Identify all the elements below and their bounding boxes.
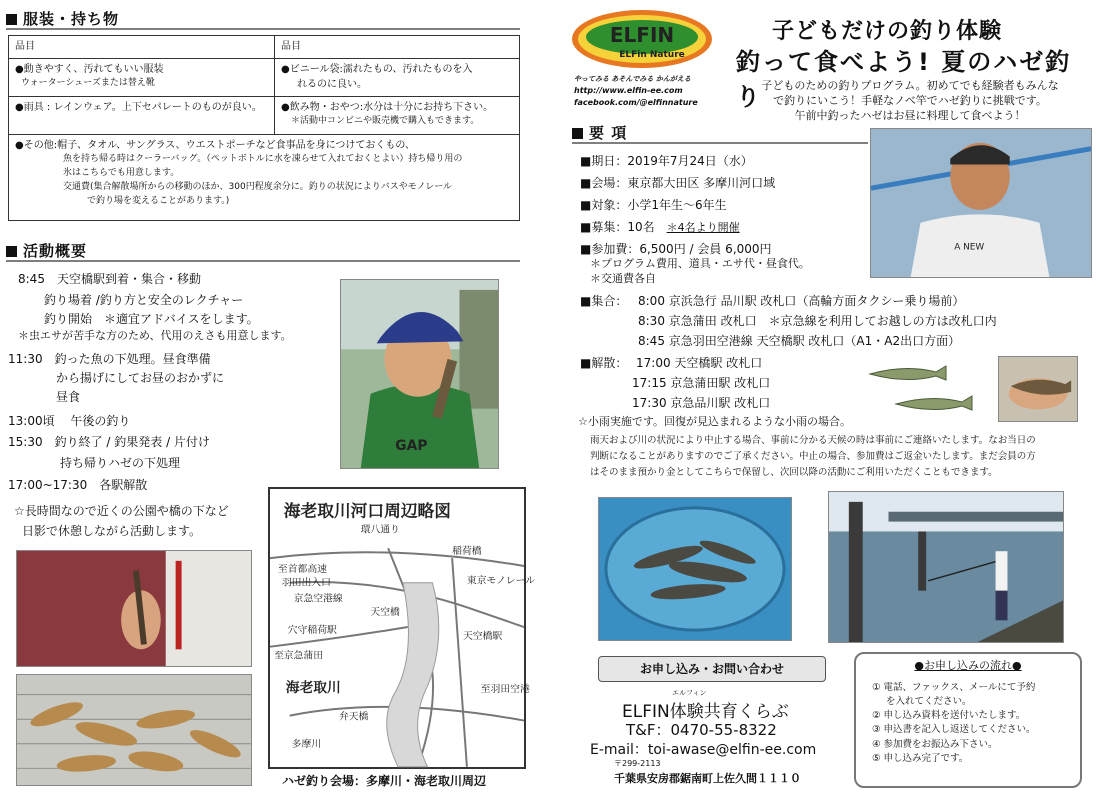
area-map xyxy=(268,487,536,769)
map-label-shuto: 至首都高速 xyxy=(277,563,328,575)
title-line-1: 子どもだけの釣り体験 xyxy=(772,19,1003,44)
detail-capacity xyxy=(580,218,740,237)
map-caption: ハゼ釣り会場：多摩川・海老取川周辺 xyxy=(282,774,487,788)
map-label-tenku-bridge: 天空橋 xyxy=(370,607,400,619)
capacity-text: ■募集：10名 xyxy=(580,220,667,234)
schedule-item: ＊虫エサが苦手な方のため、代用のえさも用意します。 xyxy=(18,329,292,342)
gear-cell-drinks xyxy=(275,96,520,134)
schedule-item: 13:00頃 午後の釣り xyxy=(8,414,131,428)
org-ruby: エルフィン xyxy=(672,689,707,697)
rain-note: はそのまま預かり金としてこちらで保留し、次回以降の活動にご利用いただくこともできます。 xyxy=(590,467,998,478)
gear-cell-other xyxy=(9,134,520,220)
rain-heading: ☆小雨実施です。回復が見込まれるような小雨の場合。 xyxy=(578,415,851,428)
meet-item: 8:45 京急羽田空港線 天空橋駅 改札口（A1・A2出口方面） xyxy=(638,334,961,348)
logo-url[interactable]: http://www.elfin-ee.com xyxy=(574,86,683,95)
flow-step: を入れてください。 xyxy=(886,695,972,707)
dismiss-item: 17:30 京急品川駅 改札口 xyxy=(632,396,771,410)
details-rule xyxy=(572,142,868,144)
org-name: ELFIN体験共育くらぶ xyxy=(622,702,789,722)
fried-fish-photo xyxy=(16,674,252,786)
intro-line: 子どものための釣りプログラム。初めてでも経験者もみんな xyxy=(761,79,1059,92)
map-label-ebitori: 海老取川 xyxy=(285,679,341,696)
postal-code: 〒299-2113 xyxy=(614,759,661,768)
gear-clothes-text: ●動きやすく、汚れてもいい服装 xyxy=(15,63,164,75)
map-label-tokyo-monorail: 東京モノレール xyxy=(466,575,536,587)
map-label-benten: 弁天橋 xyxy=(338,711,369,723)
map-label-keikyu-airport: 京急空港線 xyxy=(293,593,343,605)
activity-heading-text: 活動概要 xyxy=(23,242,88,260)
gear-heading xyxy=(6,8,119,29)
gear-other-text-5: で釣り場を変えることがあります。) xyxy=(87,195,230,206)
fee-note-2: ＊交通費各自 xyxy=(590,272,656,285)
map-label-inari-bridge: 稲荷橋 xyxy=(452,546,482,558)
dismiss-item: 17:00 天空橋駅 改札口 xyxy=(636,356,763,370)
meet-label: ■集合： xyxy=(580,294,628,308)
svg-text:GAP: GAP xyxy=(395,438,428,455)
gear-other-text-2: 魚を持ち帰る時はクーラーバッグ。（ペットボトルに水を凍らせて入れておくとよい）持ち帰り用の xyxy=(63,154,463,164)
activity-rule xyxy=(6,260,520,262)
flow-step: ⑤ 申し込み完了です。 xyxy=(872,752,969,764)
gear-cell-clothes xyxy=(9,58,275,96)
flow-step: ② 申し込み資料を送付いたします。 xyxy=(872,710,1026,721)
gear-col1-header: 品目 xyxy=(9,36,275,59)
gear-heading-text: 服装・持ち物 xyxy=(23,10,120,28)
meet-item: 8:00 京浜急行 品川駅 改札口（高輪方面タクシー乗り場前） xyxy=(638,294,965,308)
gear-shoes-text: ウォーターシューズまたは替え靴 xyxy=(21,78,155,88)
logo-tagline: やってみる あそんでみる かんがえる xyxy=(574,75,691,83)
gear-other-text: ●その他:帽子、タオル、サングラス、ウエストポーチなど食事品を身につけておくもの、 xyxy=(15,139,415,151)
gear-rule xyxy=(6,28,520,30)
gear-drinks-text: ●飲み物・おやつ:水分は十分にお持ち下さい。 xyxy=(281,101,494,113)
gear-bags-text: ●ビニール袋:濡れたもの、汚れたものを入 xyxy=(281,63,473,75)
rain-note: 雨天および川の状況により中止する場合、事前に分かる天候の時は事前にご連絡いたします。なお当日の xyxy=(590,435,1036,446)
flow-step: ④ 参加費をお振込み下さい。 xyxy=(872,738,998,750)
detail-venue: ■会場：東京都大田区 多摩川河口域 xyxy=(580,176,776,190)
gear-col2-header: 品目 xyxy=(275,36,520,59)
boy-fishing-photo xyxy=(870,128,1092,278)
activity-heading xyxy=(6,240,87,261)
schedule-item: 昼食 xyxy=(56,390,81,404)
address: 千葉県安房郡鋸南町上佐久間１１１０ xyxy=(614,772,801,785)
square-bullet-icon xyxy=(6,246,17,257)
map-label-haneda-exit: 羽田出入口 xyxy=(281,577,331,589)
rest-note: ☆長時間なので近くの公園や橋の下など xyxy=(14,504,229,518)
map-label-tenku-station: 天空橋駅 xyxy=(462,630,503,642)
detail-fee: ■参加費：6,500円 / 会員 6,000円 xyxy=(580,242,772,256)
goby-in-hand-photo xyxy=(998,356,1078,422)
dismiss-label: ■解散： xyxy=(580,356,628,370)
map-label-tamagawa: 多摩川 xyxy=(291,739,322,751)
meet-item: 8:30 京急蒲田 改札口 ＊京急線を利用してお越しの方は改札口内 xyxy=(638,314,997,328)
gear-other-text-4: 交通費(集合解散場所からの移動のほか、300円程度余分に。釣りの状況によりバスやモノレール xyxy=(63,181,453,192)
logo-facebook[interactable]: facebook.com/@elfinnature xyxy=(574,98,698,107)
schedule-item: 17:00~17:30 各駅解散 xyxy=(8,478,148,492)
gear-table xyxy=(8,35,520,221)
schedule-item: 11:30 釣った魚の下処理。昼食準備 xyxy=(8,352,211,366)
dismiss-item: 17:15 京急蒲田駅 改札口 xyxy=(632,376,771,390)
schedule-item: 15:30 釣り終了 / 釣果発表 / 片付け xyxy=(8,435,210,449)
flow-step: ③ 申込書を記入し返送してください。 xyxy=(872,724,1036,736)
intro-text xyxy=(740,78,1080,123)
details-heading xyxy=(572,122,627,143)
schedule-item: 8:45 天空橋駅到着・集合・移動 xyxy=(18,272,201,286)
contact-tel: T&F：0470-55-8322 xyxy=(626,721,777,739)
schedule-item: 釣り場着 /釣り方と安全のレクチャー xyxy=(44,293,244,307)
svg-text:A NEW: A NEW xyxy=(954,242,985,253)
boy-with-fish-photo xyxy=(340,279,499,469)
flow-step: ① 電話、ファックス、メールにて予約 xyxy=(872,681,1036,693)
logo-main: ELFIN xyxy=(609,23,675,47)
contact-email[interactable]: E-mail：toi-awase@elfin-ee.com xyxy=(590,742,817,758)
gear-rain-text: ●雨具 : レインウェア。上下セパレートのものが良い。 xyxy=(15,101,262,113)
details-heading-text: 要 項 xyxy=(589,124,628,142)
river-fishing-photo xyxy=(828,491,1064,643)
flow-title: ●お申し込みの流れ● xyxy=(914,659,1022,672)
gear-drinks-note: ＊活動中コンビニや販売機で購入もできます。 xyxy=(291,116,480,126)
logo-sub: ELFin Nature xyxy=(619,50,685,60)
fish-icon xyxy=(866,360,982,416)
gear-cell-bags xyxy=(275,58,520,96)
map-label-to-keikyu-kamata: 至京急蒲田 xyxy=(273,650,324,662)
square-bullet-icon xyxy=(572,128,583,139)
detail-date: ■期日：2019年7月24日（水） xyxy=(580,154,753,168)
schedule-item: から揚げにしてお昼のおかずに xyxy=(56,371,225,385)
map-label-anamori: 穴守稲荷駅 xyxy=(287,624,337,636)
gear-cell-rain xyxy=(9,96,275,134)
intro-line: 午前中釣ったハゼはお昼に料理して食べよう！ xyxy=(794,109,1026,122)
schedule-item: 持ち帰りハゼの下処理 xyxy=(60,456,181,470)
square-bullet-icon xyxy=(6,14,17,25)
gear-bags-text-2: れるのに良い。 xyxy=(297,79,367,90)
intro-line: で釣りにいこう！手軽なノベ竿でハゼ釣りに挑戦です。 xyxy=(773,94,1047,107)
detail-target: ■対象：小学1年生～6年生 xyxy=(580,198,727,212)
child-with-fish-photo xyxy=(16,550,252,667)
title-line-2: 釣って食べよう! 夏のハゼ釣り xyxy=(736,48,1072,111)
rest-note-2: 日影で休憩しながら活動します。 xyxy=(22,524,202,538)
capacity-note: ＊4名より開催 xyxy=(666,221,740,234)
application-flow-box xyxy=(854,652,1082,788)
map-title: 海老取川河口周辺略図 xyxy=(283,500,451,521)
fee-note-1: ＊プログラム費用、道具・エサ代・昼食代。 xyxy=(590,257,810,270)
gear-other-text-3: 氷はこちらでも用意します。 xyxy=(63,167,180,178)
schedule-item: 釣り開始 ＊適宜アドバイスをします。 xyxy=(44,312,259,326)
contact-button[interactable]: お申し込み・お問い合わせ xyxy=(598,656,826,682)
elfin-logo xyxy=(570,8,714,70)
catch-net-photo xyxy=(598,497,792,641)
map-label-to-haneda: 至羽田空港 xyxy=(480,683,530,695)
rain-note: 判断になることがありますのでご了承ください。中止の場合、参加費はご返金いたします。まだ会員の方 xyxy=(590,451,1036,462)
map-label-kan8: 環八通り xyxy=(360,524,400,536)
